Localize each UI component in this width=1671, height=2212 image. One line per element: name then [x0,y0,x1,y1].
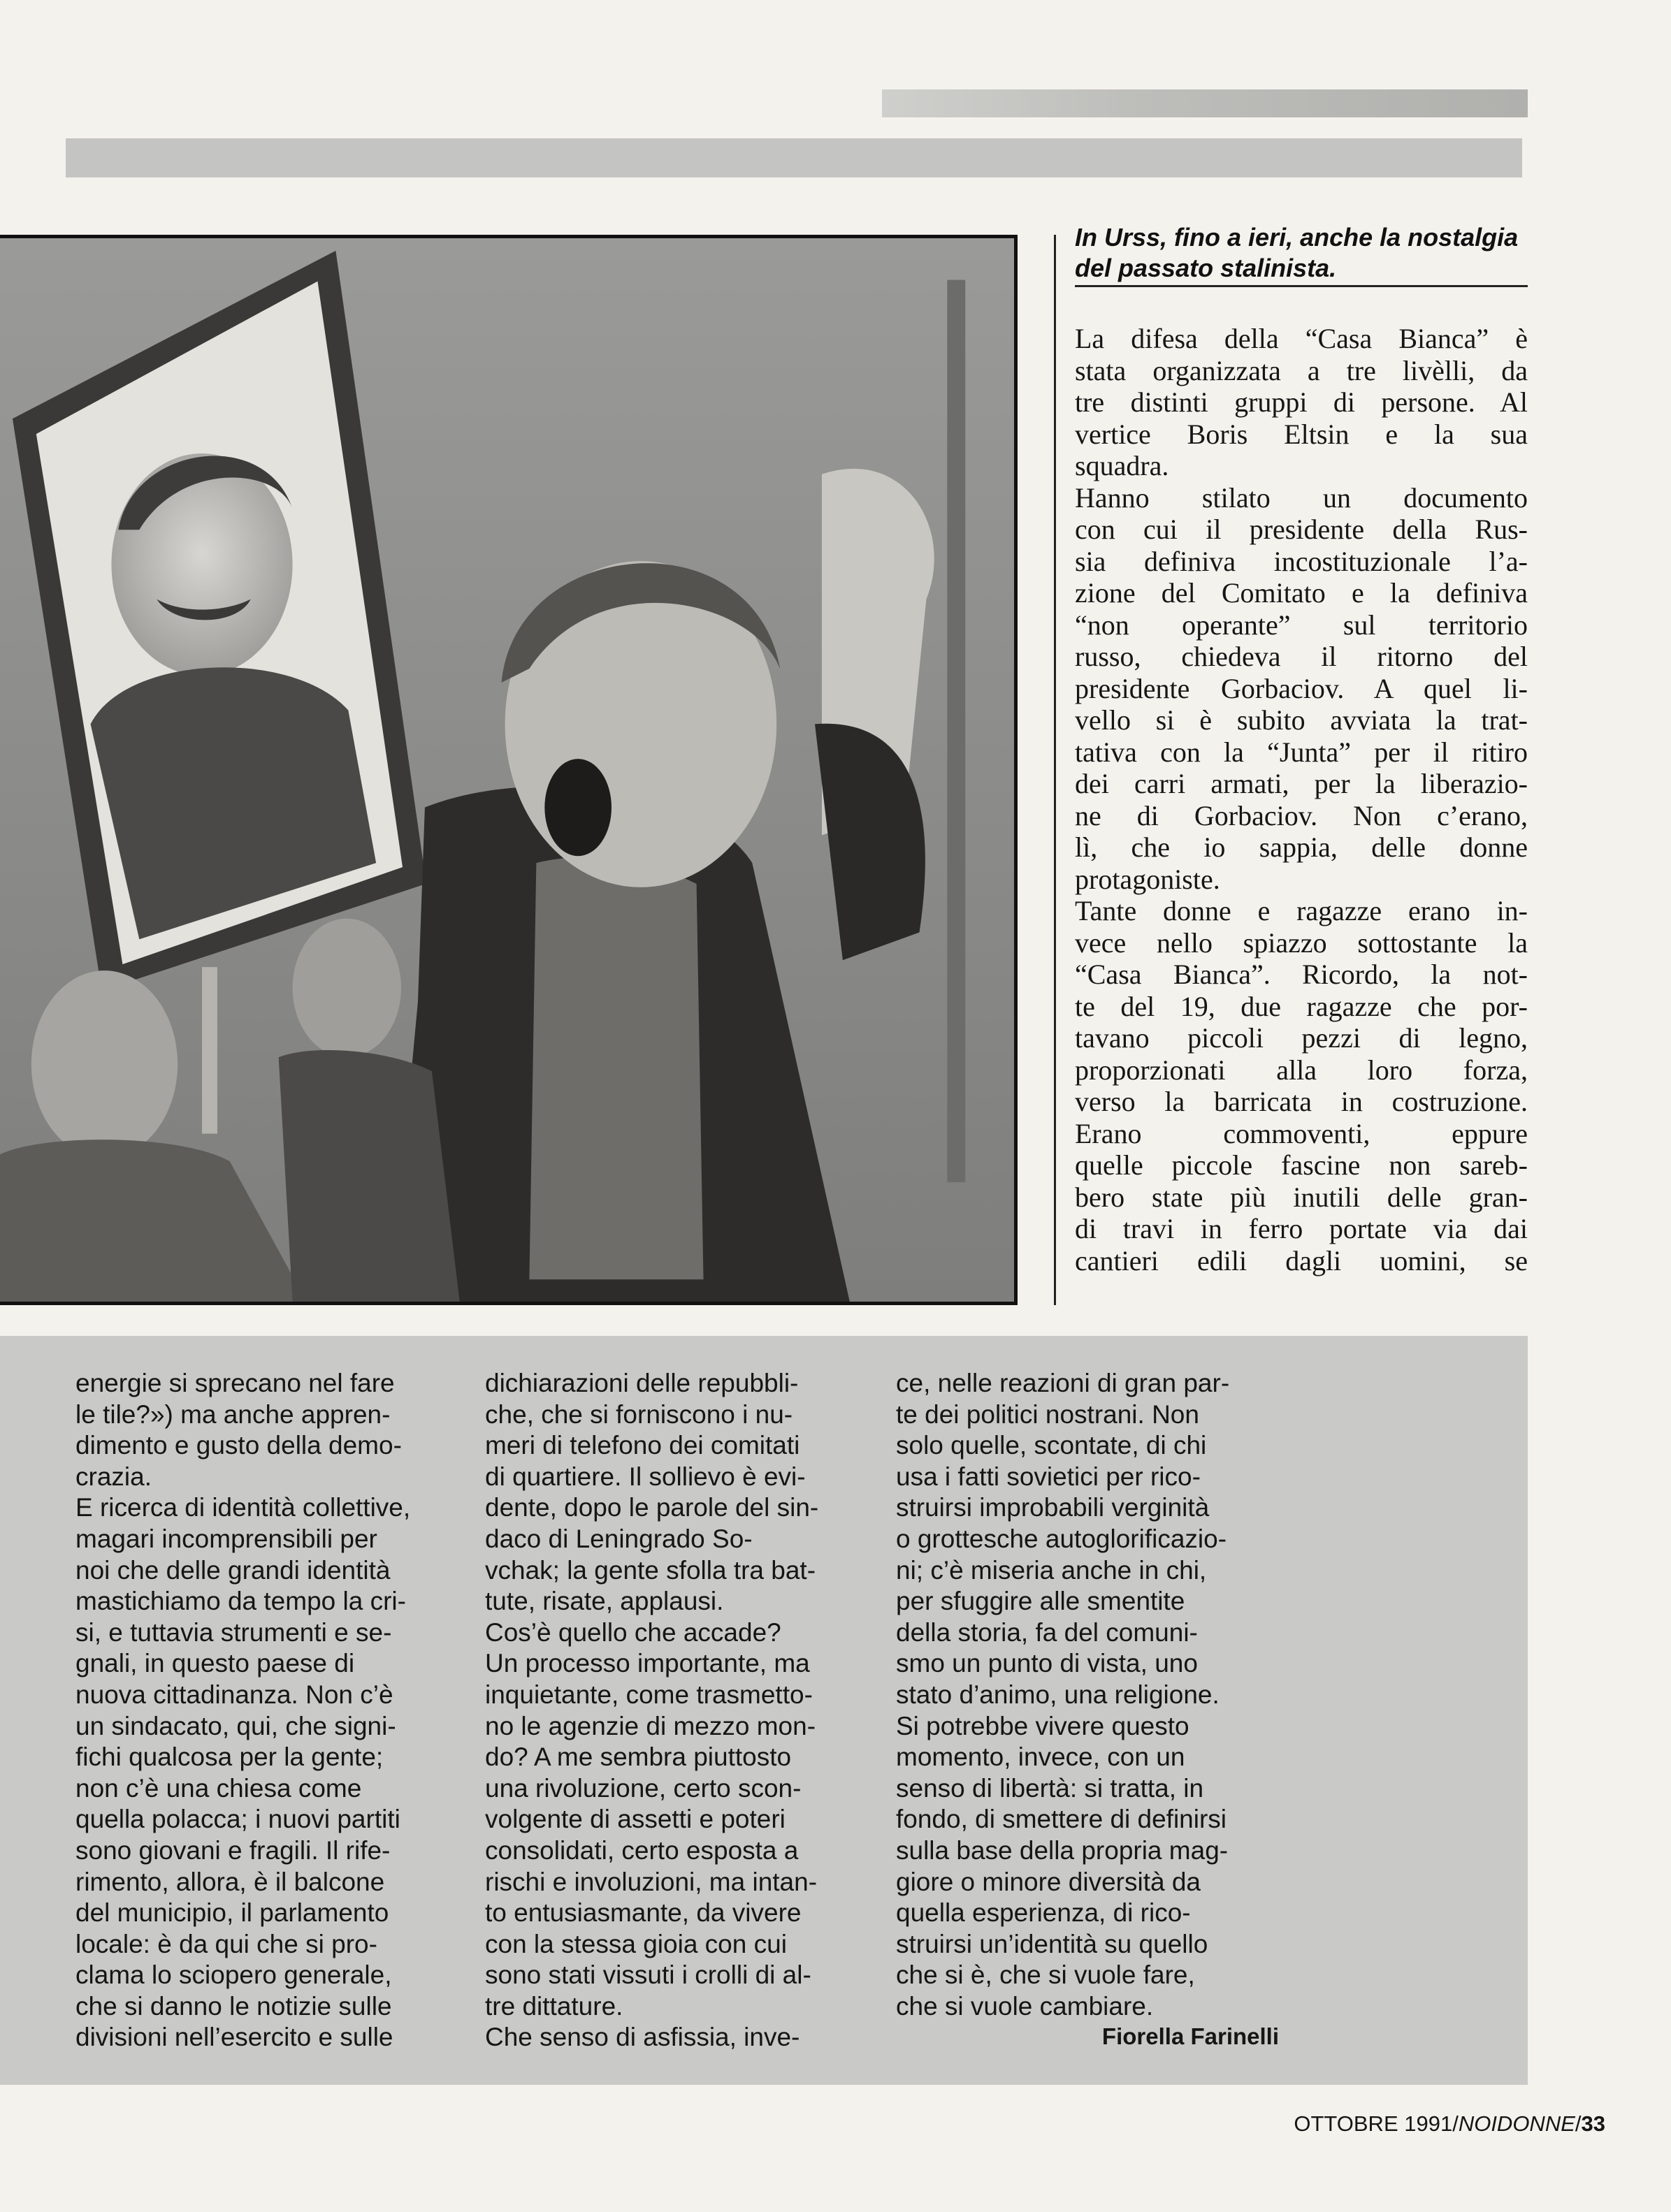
text-line: do? A me sembra piuttosto [485,1742,792,1772]
text-line: stata organizzata a tre livèlli, da [1075,354,1528,386]
text-line: mastichiamo da tempo la cri- [75,1587,406,1616]
text-line: “non operante” sul territorio [1075,609,1528,641]
sidebar-article-text [1075,323,1528,1276]
text-line: locale: è da qui che si pro- [75,1929,377,1958]
article-column-1 [75,1368,467,2053]
text-line: Che senso di asfissia, inve- [485,2023,800,2052]
text-line: zione del Comitato e la definiva [1075,577,1528,609]
text-line: smo un punto di vista, uno [896,1649,1198,1678]
text-line: sia definiva incostituzionale l’a- [1075,545,1528,577]
text-line: volgente di assetti e poteri [485,1805,786,1834]
text-line: daco di Leningrado So- [485,1524,753,1553]
text-line: una rivoluzione, certo scon- [485,1773,802,1803]
page-number: 33 [1581,2111,1605,2136]
text-line: usa i fatti sovietici per rico- [896,1462,1201,1491]
text-line: nuova cittadinanza. Non c’è [75,1680,393,1709]
caption-line: In Urss, fino a ieri, anche la nostalgia [1075,223,1519,252]
text-line: proporzionati alla loro forza, [1075,1054,1528,1086]
text-line: struirsi un’identità su quello [896,1929,1208,1958]
text-line: tavano piccoli pezzi di legno, [1075,1022,1528,1054]
text-line: lì, che io sappia, delle donne [1075,831,1528,863]
text-line: tute, risate, applausi. [485,1587,724,1616]
text-line: fondo, di smettere di definirsi [896,1805,1227,1834]
text-line: ce, nelle reazioni di gran par- [896,1369,1230,1397]
footer-date: OTTOBRE 1991/ [1294,2111,1459,2136]
text-line: rimento, allora, è il balcone [75,1867,385,1896]
text-line: E ricerca di identità collettive, [75,1493,411,1522]
text-line: ni; c’è miseria anche in chi, [896,1555,1207,1585]
header-gray-bar [66,138,1522,177]
text-line: con la stessa gioia con cui [485,1929,787,1958]
text-line: divisioni nell’esercito e sulle [75,2023,393,2052]
author-byline: Fiorella Farinelli [1101,2023,1279,2049]
article-column-3 [896,1368,1287,2022]
text-line: bero state più inutili delle gran- [1075,1181,1528,1213]
column-divider [1054,235,1056,1305]
text-line: quella esperienza, di rico- [896,1898,1191,1928]
text-line: quelle piccole fascine non sareb- [1075,1149,1528,1181]
text-line: per sfuggire alle smentite [896,1587,1185,1616]
text-line: crazia. [75,1462,152,1491]
text-line: vchak; la gente sfolla tra bat- [485,1555,816,1585]
text-line: tativa con la “Junta” per il ritiro [1075,736,1528,768]
text-line: sulla base della propria mag- [896,1835,1229,1865]
text-line: squadra. [1075,450,1169,481]
text-line: che si vuole cambiare. [896,1991,1154,2021]
text-line: solo quelle, scontate, di chi [896,1431,1207,1460]
text-line: ne di Gorbaciov. Non c’erano, [1075,799,1528,831]
text-line: to entusiasmante, da vivere [485,1898,802,1928]
footer-magazine: NOIDONNE [1458,2111,1575,2136]
text-line: senso di libertà: si tratta, in [896,1773,1204,1803]
text-line: che si danno le notizie sulle [75,1991,392,2021]
text-line: gnali, in questo paese di [75,1649,355,1678]
page-footer [1294,2111,1605,2137]
text-line: consolidati, certo esposta a [485,1835,799,1865]
text-line: con cui il presidente della Rus- [1075,514,1528,545]
text-line: dente, dopo le parole del sin- [485,1493,819,1522]
text-line: giore o minore diversità da [896,1867,1201,1896]
text-line: sono stati vissuti i crolli di al- [485,1960,811,1990]
text-line: di travi in ferro portate via dai [1075,1213,1528,1244]
text-line: si, e tuttavia strumenti e se- [75,1617,392,1647]
text-line: quella polacca; i nuovi partiti [75,1805,400,1834]
text-line: Un processo importante, ma [485,1649,810,1678]
text-line: vello si è subito avviata la trat- [1075,704,1528,736]
text-line: rischi e involuzioni, ma intan- [485,1867,818,1896]
text-line: Cos’è quello che accade? [485,1617,781,1647]
text-line: stato d’animo, una religione. [896,1680,1220,1709]
text-line: Hanno stilato un documento [1075,481,1528,514]
caption-rule [1075,285,1528,287]
header-section-band [882,89,1528,117]
text-line: vertice Boris Eltsin e la sua [1075,418,1528,450]
photo [0,235,1018,1305]
text-line: che, che si forniscono i nu- [485,1399,793,1429]
text-line: La difesa della “Casa Bianca” è [1075,323,1528,354]
text-line: inquietante, come trasmetto- [485,1680,813,1709]
caption-line: del passato stalinista. [1075,254,1337,282]
text-line: o grottesche autoglorificazio- [896,1524,1227,1553]
text-line: meri di telefono dei comitati [485,1431,800,1460]
text-line: le tile?») ma anche appren- [75,1399,391,1429]
text-line: energie si sprecano nel fare [75,1369,395,1397]
text-line: momento, invece, con un [896,1742,1185,1772]
text-line: te dei politici nostrani. Non [896,1399,1199,1429]
text-line: fichi qualcosa per la gente; [75,1742,384,1772]
text-line: tre dittature. [485,1991,623,2021]
text-line: “Casa Bianca”. Ricordo, la not- [1075,959,1528,990]
text-line: magari incomprensibili per [75,1524,377,1553]
text-line: di quartiere. Il sollievo è evi- [485,1462,806,1491]
text-line: noi che delle grandi identità [75,1555,391,1585]
footer-slash: / [1575,2111,1582,2136]
text-line: cantieri edili dagli uomini, se [1075,1244,1528,1276]
text-line: del municipio, il parlamento [75,1898,389,1928]
text-line: Tante donne e ragazze erano in- [1075,895,1528,926]
text-line: della storia, fa del comuni- [896,1617,1198,1647]
text-line: non c’è una chiesa come [75,1773,362,1803]
text-line: protagoniste. [1075,863,1220,895]
text-line: sono giovani e fragili. Il rife- [75,1835,391,1865]
text-line: presidente Gorbaciov. A quel li- [1075,672,1528,704]
photo-caption [1075,222,1528,284]
text-line: che si è, che si vuole fare, [896,1960,1195,1990]
text-line: dichiarazioni delle repubbli- [485,1369,799,1397]
text-line: clama lo sciopero generale, [75,1960,392,1990]
photo-illustration [0,238,1014,1302]
text-line: russo, chiedeva il ritorno del [1075,641,1528,672]
text-line: un sindacato, qui, che signi- [75,1711,396,1740]
text-line: dei carri armati, per la liberazio- [1075,768,1528,799]
text-line: Erano commoventi, eppure [1075,1117,1528,1149]
text-line: Si potrebbe vivere questo [896,1711,1189,1740]
article-column-2 [485,1368,876,2053]
text-line: tre distinti gruppi di persone. Al [1075,386,1528,418]
text-line: verso la barricata in costruzione. [1075,1086,1528,1117]
text-line: vece nello spiazzo sottostante la [1075,926,1528,959]
text-line: no le agenzie di mezzo mon- [485,1711,816,1740]
text-line: struirsi improbabili verginità [896,1493,1210,1522]
text-line: te del 19, due ragazze che por- [1075,990,1528,1022]
text-line: dimento e gusto della demo- [75,1431,402,1460]
